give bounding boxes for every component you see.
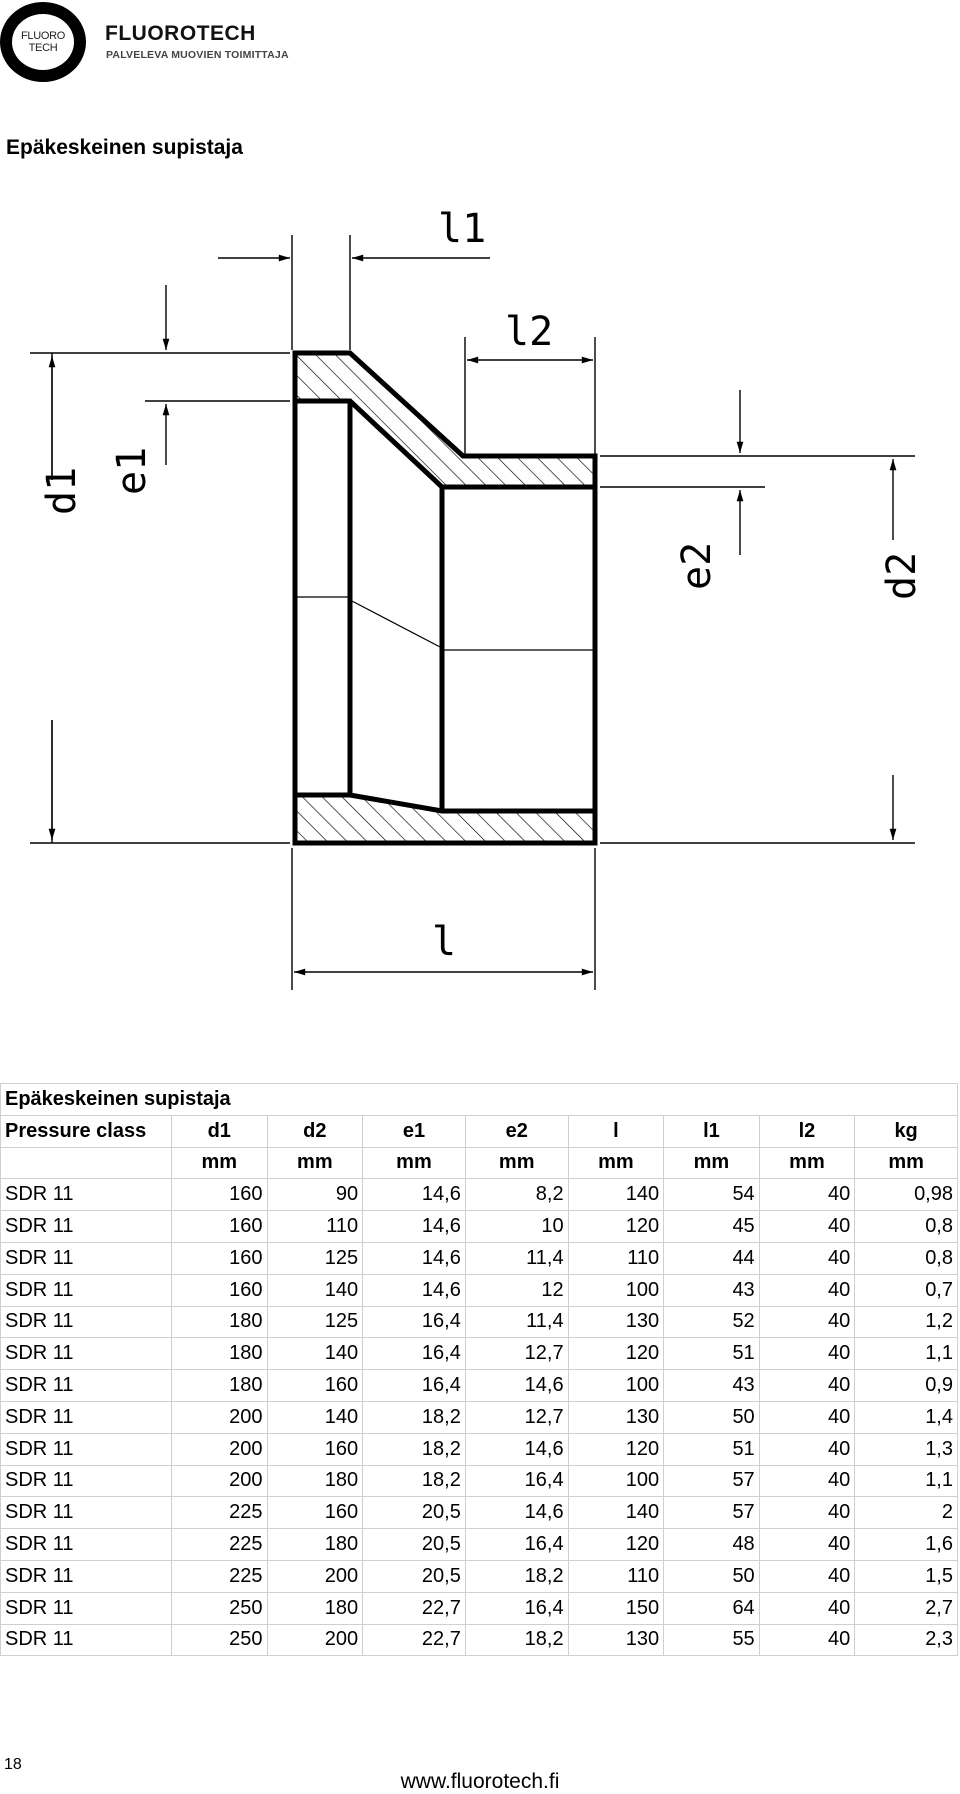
data-cell: 40 <box>759 1497 855 1529</box>
data-cell: SDR 11 <box>1 1592 172 1624</box>
unit-cell: mm <box>855 1147 958 1179</box>
header-cell: l1 <box>664 1115 760 1147</box>
table-row <box>1 1497 958 1529</box>
data-cell: 14,6 <box>465 1433 568 1465</box>
data-cell: 100 <box>568 1274 664 1306</box>
data-cell: 40 <box>759 1179 855 1211</box>
header-cell: e1 <box>363 1115 466 1147</box>
data-cell: 40 <box>759 1274 855 1306</box>
label-l: l <box>432 919 457 965</box>
data-cell: 16,4 <box>363 1370 466 1402</box>
data-cell: 110 <box>568 1242 664 1274</box>
data-cell: SDR 11 <box>1 1497 172 1529</box>
data-cell: 14,6 <box>465 1497 568 1529</box>
table-row <box>1 1465 958 1497</box>
data-cell: 180 <box>172 1306 268 1338</box>
data-cell: 43 <box>664 1370 760 1402</box>
page-title: Epäkeskeinen supistaja <box>6 136 243 159</box>
data-cell: 16,4 <box>465 1465 568 1497</box>
data-cell: 43 <box>664 1274 760 1306</box>
table-row <box>1 1274 958 1306</box>
unit-cell: mm <box>759 1147 855 1179</box>
data-cell: 200 <box>267 1560 363 1592</box>
data-cell: 40 <box>759 1370 855 1402</box>
data-cell: SDR 11 <box>1 1179 172 1211</box>
data-cell: 40 <box>759 1211 855 1243</box>
data-cell: SDR 11 <box>1 1529 172 1561</box>
data-cell: 12,7 <box>465 1338 568 1370</box>
header-cell: d1 <box>172 1115 268 1147</box>
data-cell: 1,1 <box>855 1465 958 1497</box>
page-number: 18 <box>4 1756 22 1773</box>
data-cell: 160 <box>172 1242 268 1274</box>
data-cell: 14,6 <box>363 1179 466 1211</box>
data-cell: 0,8 <box>855 1242 958 1274</box>
label-e2: e2 <box>674 541 720 590</box>
data-cell: 125 <box>267 1306 363 1338</box>
label-l1: l1 <box>438 206 487 252</box>
data-cell: 120 <box>568 1433 664 1465</box>
table-row <box>1 1592 958 1624</box>
data-cell: 11,4 <box>465 1242 568 1274</box>
company-logo <box>0 2 290 82</box>
data-cell: 120 <box>568 1338 664 1370</box>
data-cell: SDR 11 <box>1 1306 172 1338</box>
data-cell: 140 <box>267 1338 363 1370</box>
unit-cell: mm <box>465 1147 568 1179</box>
data-cell: 100 <box>568 1465 664 1497</box>
data-cell: 40 <box>759 1560 855 1592</box>
data-cell: 2,7 <box>855 1592 958 1624</box>
data-cell: 180 <box>267 1592 363 1624</box>
data-cell: 22,7 <box>363 1624 466 1656</box>
table-row <box>1 1433 958 1465</box>
data-cell: 140 <box>568 1179 664 1211</box>
data-cell: 140 <box>267 1274 363 1306</box>
table-caption-row <box>1 1084 958 1116</box>
data-cell: 225 <box>172 1560 268 1592</box>
data-cell: 250 <box>172 1624 268 1656</box>
data-cell: 18,2 <box>465 1624 568 1656</box>
spec-table <box>0 1083 958 1656</box>
data-cell: 40 <box>759 1529 855 1561</box>
unit-cell: mm <box>267 1147 363 1179</box>
data-cell: 52 <box>664 1306 760 1338</box>
data-cell: 0,98 <box>855 1179 958 1211</box>
data-cell: 12 <box>465 1274 568 1306</box>
data-cell: 130 <box>568 1624 664 1656</box>
data-cell: 40 <box>759 1592 855 1624</box>
header-cell: d2 <box>267 1115 363 1147</box>
unit-cell <box>1 1147 172 1179</box>
data-cell: 110 <box>568 1560 664 1592</box>
data-cell: 40 <box>759 1338 855 1370</box>
data-cell: 160 <box>267 1370 363 1402</box>
table-row <box>1 1242 958 1274</box>
logo-ring-inner <box>12 14 74 70</box>
data-cell: 120 <box>568 1529 664 1561</box>
data-cell: 200 <box>172 1401 268 1433</box>
header-cell: e2 <box>465 1115 568 1147</box>
header-cell: Pressure class <box>1 1115 172 1147</box>
label-d2: d2 <box>879 551 925 600</box>
data-cell: 2 <box>855 1497 958 1529</box>
data-cell: SDR 11 <box>1 1242 172 1274</box>
data-cell: 180 <box>267 1529 363 1561</box>
data-cell: 0,7 <box>855 1274 958 1306</box>
data-cell: 44 <box>664 1242 760 1274</box>
data-cell: SDR 11 <box>1 1401 172 1433</box>
table-caption: Epäkeskeinen supistaja <box>1 1084 958 1116</box>
data-cell: 16,4 <box>465 1529 568 1561</box>
table-row <box>1 1529 958 1561</box>
unit-cell: mm <box>172 1147 268 1179</box>
table-row <box>1 1179 958 1211</box>
data-cell: 50 <box>664 1401 760 1433</box>
data-cell: 225 <box>172 1497 268 1529</box>
data-cell: 200 <box>172 1465 268 1497</box>
data-cell: 57 <box>664 1497 760 1529</box>
data-cell: SDR 11 <box>1 1211 172 1243</box>
data-cell: 18,2 <box>465 1560 568 1592</box>
label-l2: l2 <box>505 309 554 355</box>
data-cell: 1,4 <box>855 1401 958 1433</box>
data-cell: 180 <box>267 1465 363 1497</box>
data-cell: 130 <box>568 1306 664 1338</box>
data-cell: 100 <box>568 1370 664 1402</box>
data-cell: 110 <box>267 1211 363 1243</box>
data-cell: 64 <box>664 1592 760 1624</box>
data-cell: 0,8 <box>855 1211 958 1243</box>
spec-table-body <box>1 1084 958 1656</box>
data-cell: SDR 11 <box>1 1338 172 1370</box>
unit-cell: mm <box>664 1147 760 1179</box>
data-cell: 51 <box>664 1338 760 1370</box>
technical-drawing <box>0 195 960 1005</box>
data-cell: SDR 11 <box>1 1624 172 1656</box>
table-row <box>1 1370 958 1402</box>
data-cell: 200 <box>172 1433 268 1465</box>
table-row <box>1 1338 958 1370</box>
data-cell: 55 <box>664 1624 760 1656</box>
data-cell: 11,4 <box>465 1306 568 1338</box>
data-cell: 14,6 <box>465 1370 568 1402</box>
data-cell: 16,4 <box>465 1592 568 1624</box>
data-cell: 20,5 <box>363 1560 466 1592</box>
data-cell: 1,3 <box>855 1433 958 1465</box>
data-cell: 150 <box>568 1592 664 1624</box>
data-cell: 160 <box>172 1211 268 1243</box>
data-cell: 8,2 <box>465 1179 568 1211</box>
data-cell: 40 <box>759 1401 855 1433</box>
table-units-row <box>1 1147 958 1179</box>
data-cell: 1,1 <box>855 1338 958 1370</box>
table-header-row <box>1 1115 958 1147</box>
table-row <box>1 1560 958 1592</box>
logo-ring-line1: FLUORO <box>20 30 66 42</box>
data-cell: 40 <box>759 1624 855 1656</box>
data-cell: 14,6 <box>363 1274 466 1306</box>
data-cell: 160 <box>267 1433 363 1465</box>
data-cell: 120 <box>568 1211 664 1243</box>
hatched-wall-top <box>295 353 595 487</box>
table-row <box>1 1211 958 1243</box>
table-row <box>1 1401 958 1433</box>
data-cell: 16,4 <box>363 1338 466 1370</box>
data-cell: 22,7 <box>363 1592 466 1624</box>
data-cell: 50 <box>664 1560 760 1592</box>
data-cell: 2,3 <box>855 1624 958 1656</box>
data-cell: 45 <box>664 1211 760 1243</box>
label-e1: e1 <box>109 446 155 495</box>
header-cell: l <box>568 1115 664 1147</box>
data-cell: SDR 11 <box>1 1560 172 1592</box>
data-cell: 40 <box>759 1242 855 1274</box>
data-cell: 20,5 <box>363 1497 466 1529</box>
data-cell: 0,9 <box>855 1370 958 1402</box>
data-cell: 225 <box>172 1529 268 1561</box>
logo-name: FLUOROTECH <box>105 22 256 45</box>
data-cell: 1,5 <box>855 1560 958 1592</box>
data-cell: SDR 11 <box>1 1370 172 1402</box>
data-cell: 160 <box>172 1274 268 1306</box>
hatched-wall-bottom <box>295 795 595 843</box>
data-cell: 48 <box>664 1529 760 1561</box>
data-cell: 18,2 <box>363 1433 466 1465</box>
logo-ring-line2: TECH <box>28 42 58 54</box>
unit-cell: mm <box>568 1147 664 1179</box>
data-cell: 51 <box>664 1433 760 1465</box>
table-row <box>1 1306 958 1338</box>
data-cell: 180 <box>172 1338 268 1370</box>
data-cell: 10 <box>465 1211 568 1243</box>
data-cell: 130 <box>568 1401 664 1433</box>
header-cell: kg <box>855 1115 958 1147</box>
data-cell: 20,5 <box>363 1529 466 1561</box>
data-cell: 200 <box>267 1624 363 1656</box>
data-cell: 1,6 <box>855 1529 958 1561</box>
data-cell: 40 <box>759 1306 855 1338</box>
data-cell: 18,2 <box>363 1401 466 1433</box>
data-cell: 16,4 <box>363 1306 466 1338</box>
logo-tagline: PALVELEVA MUOVIEN TOIMITTAJA <box>106 49 289 61</box>
data-cell: 140 <box>267 1401 363 1433</box>
logo-ring <box>0 2 86 82</box>
footer-url: www.fluorotech.fi <box>400 1770 560 1793</box>
data-cell: 54 <box>664 1179 760 1211</box>
data-cell: 12,7 <box>465 1401 568 1433</box>
data-cell: 250 <box>172 1592 268 1624</box>
data-cell: 125 <box>267 1242 363 1274</box>
data-cell: SDR 11 <box>1 1465 172 1497</box>
header-cell: l2 <box>759 1115 855 1147</box>
data-cell: 57 <box>664 1465 760 1497</box>
data-cell: 160 <box>267 1497 363 1529</box>
data-cell: 140 <box>568 1497 664 1529</box>
outline-outer <box>295 353 595 843</box>
data-cell: 18,2 <box>363 1465 466 1497</box>
label-d1: d1 <box>39 466 85 515</box>
data-cell: 180 <box>172 1370 268 1402</box>
table-row <box>1 1624 958 1656</box>
data-cell: 1,2 <box>855 1306 958 1338</box>
data-cell: SDR 11 <box>1 1274 172 1306</box>
data-cell: 14,6 <box>363 1242 466 1274</box>
unit-cell: mm <box>363 1147 466 1179</box>
data-cell: SDR 11 <box>1 1433 172 1465</box>
data-cell: 40 <box>759 1433 855 1465</box>
data-cell: 160 <box>172 1179 268 1211</box>
data-cell: 40 <box>759 1465 855 1497</box>
data-cell: 14,6 <box>363 1211 466 1243</box>
data-cell: 90 <box>267 1179 363 1211</box>
